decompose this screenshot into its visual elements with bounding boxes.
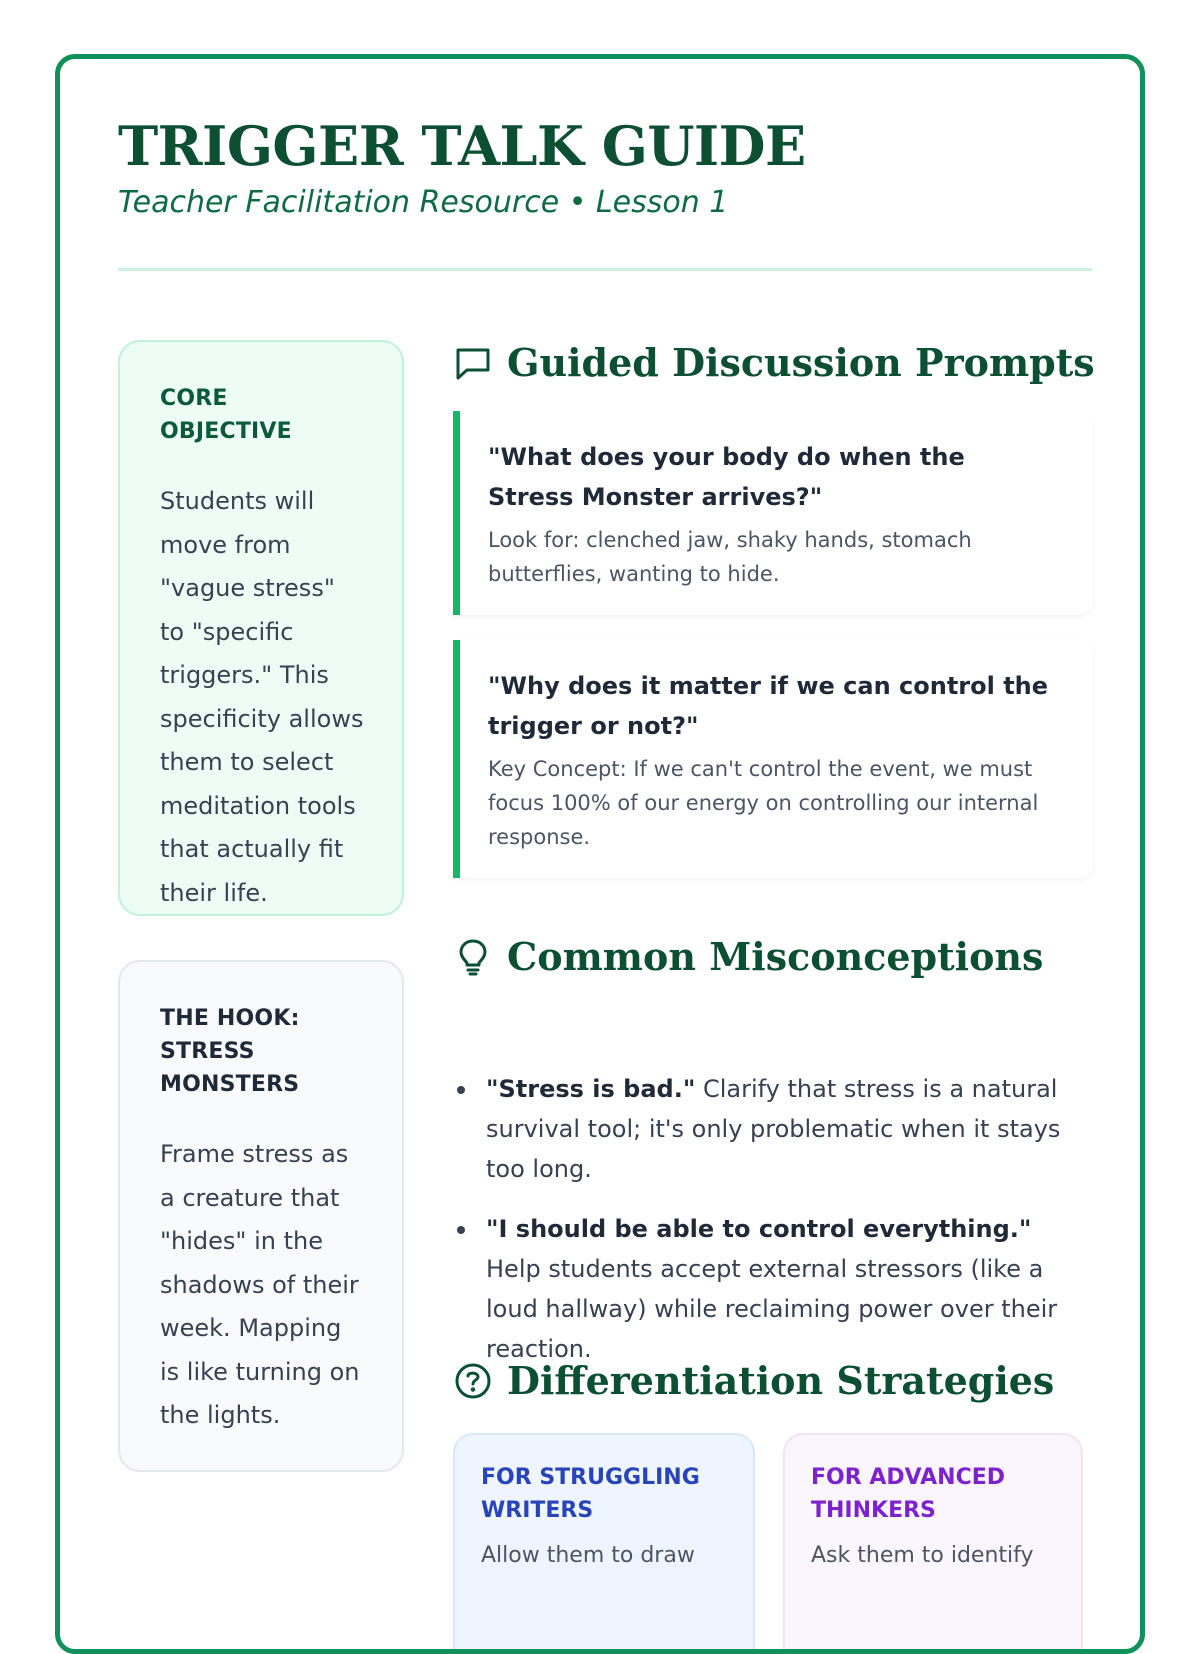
header-divider xyxy=(118,268,1092,271)
guide-card xyxy=(55,54,1145,1654)
differentiation-heading xyxy=(453,1358,1054,1403)
misconception-quote: "I should be able to control everything." xyxy=(486,1215,1032,1243)
struggling-writers-label: FOR STRUGGLING WRITERS xyxy=(481,1465,700,1523)
misconceptions-heading-text: Common Misconceptions xyxy=(507,934,1044,979)
misconception-text: Help students accept external stressors (like a loud hallway) while reclaiming power over their reaction. xyxy=(486,1255,1058,1363)
discussion-heading xyxy=(453,340,1095,385)
lightbulb-icon xyxy=(453,937,493,977)
prompt-note: Key Concept: If we can't control the event, we must focus 100% of our energy on controlling our internal response. xyxy=(488,757,1039,849)
hook-label: THE HOOK: STRESS MONSTERS xyxy=(160,1006,300,1097)
core-objective-label: CORE OBJECTIVE xyxy=(160,386,292,444)
differentiation-heading-text: Differentiation Strategies xyxy=(507,1358,1055,1403)
advanced-thinkers-label: FOR ADVANCED THINKERS xyxy=(811,1465,1006,1523)
misconceptions-list xyxy=(453,1069,1093,1389)
page-title: TRIGGER TALK GUIDE xyxy=(118,114,806,178)
core-objective-box xyxy=(118,340,404,916)
discussion-prompt xyxy=(453,640,1093,878)
speech-bubble-icon xyxy=(453,343,493,383)
list-item xyxy=(453,1209,1093,1369)
misconception-text: Clarify that stress is a natural survival tool; it's only problematic when it stays too long. xyxy=(486,1075,1061,1183)
misconceptions-heading xyxy=(453,934,1043,979)
bullet-icon xyxy=(457,1086,465,1094)
discussion-heading-text: Guided Discussion Prompts xyxy=(507,340,1095,385)
advanced-thinkers-card xyxy=(783,1433,1083,1654)
page-subtitle: Teacher Facilitation Resource • Lesson 1 xyxy=(118,185,729,220)
prompt-question: "Why does it matter if we can control the trigger or not?" xyxy=(488,672,1049,740)
misconception-quote: "Stress is bad." xyxy=(486,1075,696,1103)
list-item xyxy=(453,1069,1093,1189)
bullet-icon xyxy=(457,1226,465,1234)
question-circle-icon xyxy=(453,1361,493,1401)
core-objective-text: Students will move from "vague stress" to "specific triggers." This specificity allows them to select meditation tools that actually fit their life. xyxy=(160,487,364,907)
hook-box xyxy=(118,960,404,1472)
prompt-note: Look for: clenched jaw, shaky hands, stomach butterflies, wanting to hide. xyxy=(488,528,972,586)
discussion-prompt xyxy=(453,411,1093,615)
advanced-thinkers-text: Ask them to identify xyxy=(811,1543,1034,1568)
struggling-writers-card xyxy=(453,1433,755,1654)
prompt-question: "What does your body do when the Stress Monster arrives?" xyxy=(488,443,965,511)
hook-text: Frame stress as a creature that "hides" in the shadows of their week. Mapping is like turning on the lights. xyxy=(160,1140,360,1429)
struggling-writers-text: Allow them to draw xyxy=(481,1543,695,1568)
